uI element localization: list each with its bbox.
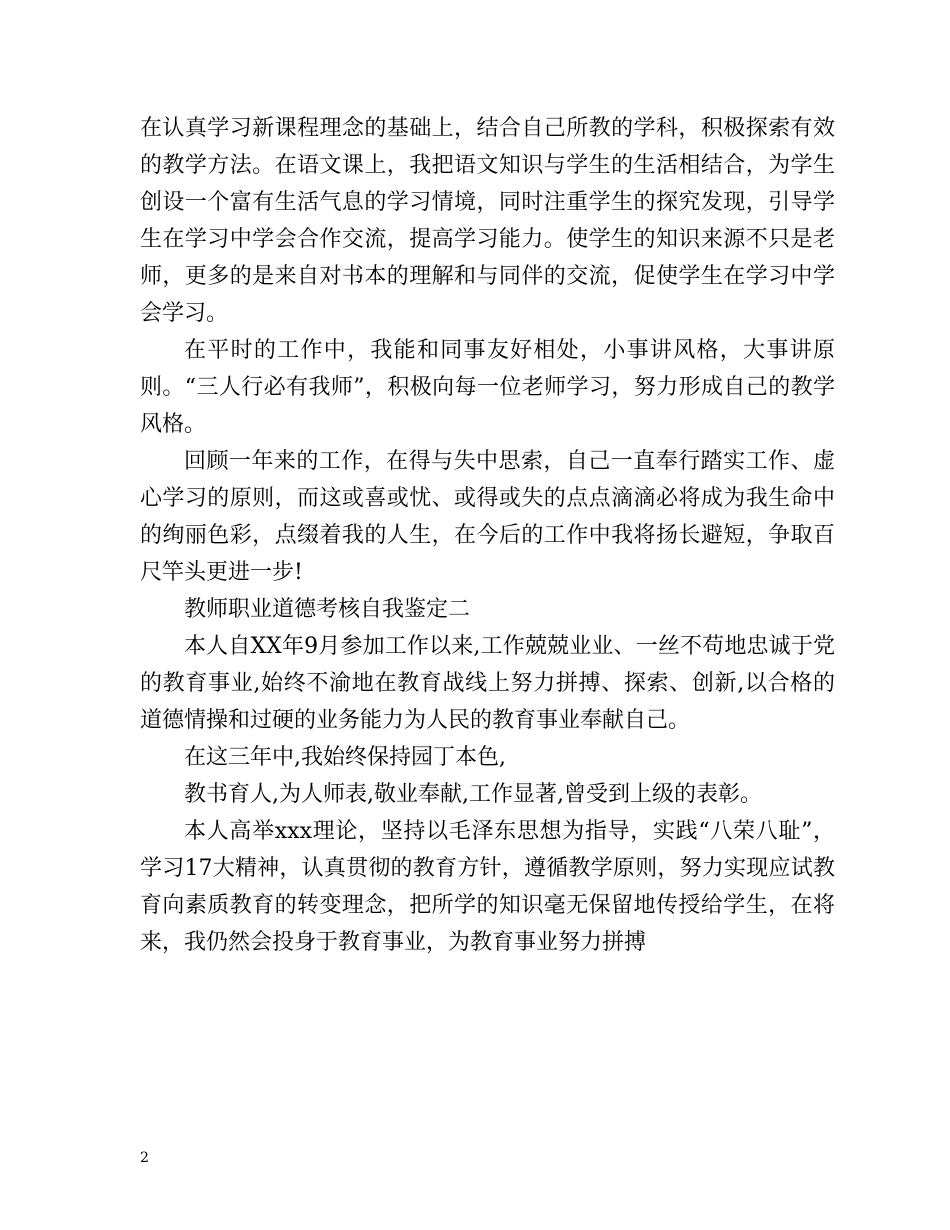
paragraph-teaching: 教书育人,为人师表,敬业奉献,工作显著,曾受到上级的表彰。 xyxy=(184,782,762,807)
section-heading: 教师职业道德考核自我鉴定二 xyxy=(184,597,471,622)
paragraph-continuation: 在认真学习新课程理念的基础上，结合自己所教的学科，积极探索有效的教学方法。在语文课上，我把语文知识与学生的生活相结合，为学生创设一个富有生活气息的学习情境，同时注重学生的探究发现，引导学生在学习中学会合作交流，提高学习能力。使学生的知识来源不只是老师，更多的是来自对书本的理解和与同伴的交流，促使学生在学习中学会学习。 xyxy=(140,116,835,326)
paragraph-theory: 本人高举xxx理论，坚持以毛泽东思想为指导，实践“八荣八耻”，学习17大精神，认真贯彻的教育方针，遵循教学原则，努力实现应试教育向素质教育的转变理念，把所学的知识毫无保留地传授给学生，在将来，我仍然会投身于教育事业，为教育事业努力拼搏 xyxy=(140,819,835,955)
document-body xyxy=(140,110,835,961)
paragraph-self-intro: 本人自XX年9月参加工作以来,工作兢兢业业、一丝不苟地忠诚于党的教育事业,始终不渝地在教育战线上努力拼搏、探索、创新,以合格的道德情操和过硬的业务能力为人民的教育事业奉献自己。 xyxy=(140,634,835,733)
paragraph-review: 回顾一年来的工作，在得与失中思索，自己一直奉行踏实工作、虚心学习的原则，而这或喜或忧、或得或失的点点滴滴必将成为我生命中的绚丽色彩，点缀着我的人生，在今后的工作中我将扬长避短，争取百尺竿头更进一步! xyxy=(140,449,835,585)
paragraph-colleagues: 在平时的工作中，我能和同事友好相处，小事讲风格，大事讲原则。“三人行必有我师”，积极向每一位老师学习，努力形成自己的教学风格。 xyxy=(140,338,835,437)
page-number: 2 xyxy=(140,1150,149,1166)
paragraph-three-years: 在这三年中,我始终保持园丁本色, xyxy=(184,745,506,770)
